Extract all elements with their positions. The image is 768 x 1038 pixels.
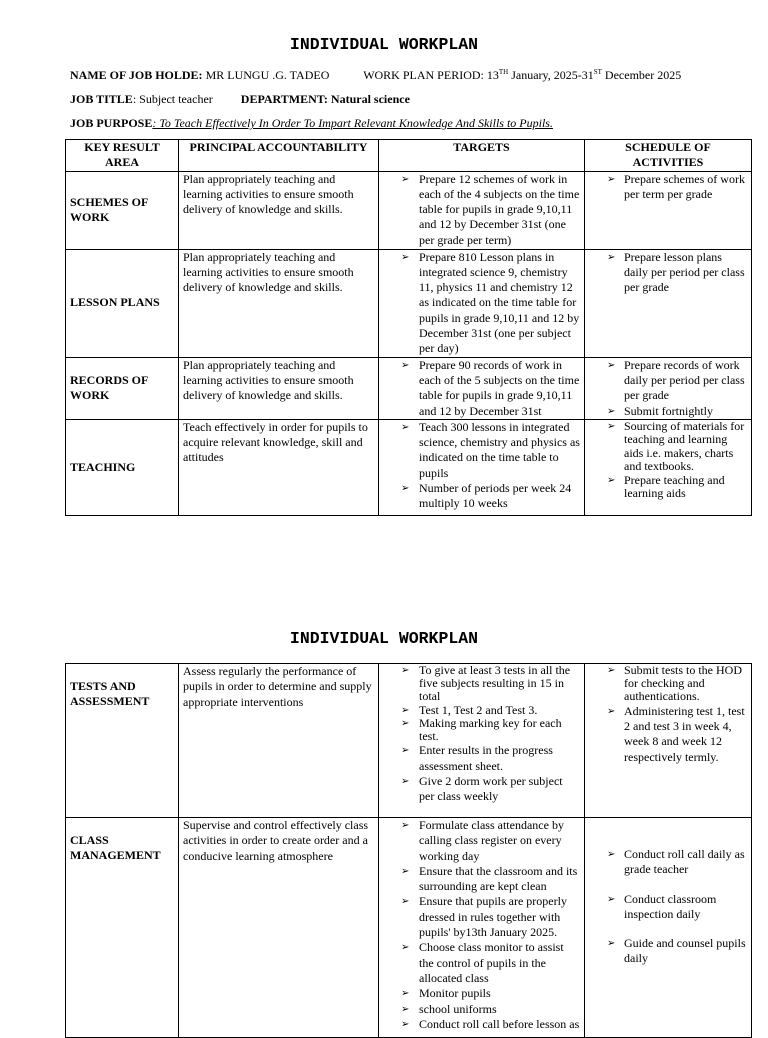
list-item: ➢ Administering test 1, test 2 and test 3 in week 4, week 8 and week 12 respectively termly. bbox=[589, 704, 747, 765]
list-item: ➢ school uniforms bbox=[383, 1002, 580, 1017]
list-item: ➢ Prepare 90 records of work in each of the 5 subjects on the time table for pupils in grade 9,10,11 and 12 by December 31st bbox=[383, 358, 580, 419]
list-item: ➢ Number of periods per week 24 multiply 10 weeks bbox=[383, 481, 580, 512]
job-title-line bbox=[70, 92, 410, 107]
list-item: ➢ Prepare schemes of work per term per grade bbox=[589, 172, 747, 203]
table-row bbox=[66, 249, 752, 357]
period-end: December 2025 bbox=[601, 68, 682, 82]
list-item: ➢ To give at least 3 tests in all the five subjects resulting in 15 in total bbox=[383, 664, 580, 704]
header-principal-accountability: PRINCIPAL ACCOUNTABILITY bbox=[179, 140, 379, 172]
job-holder-line bbox=[70, 68, 681, 83]
accountability: Teach effectively in order for pupils to acquire relevant knowledge, skill and attitudes bbox=[179, 419, 379, 515]
list-item: ➢ Submit tests to the HOD for checking and authentications. bbox=[589, 664, 747, 704]
accountability: Plan appropriately teaching and learning activities to ensure smooth delivery of knowledge and skills. bbox=[179, 249, 379, 357]
page-title: INDIVIDUAL WORKPLAN bbox=[289, 35, 479, 54]
list-item: ➢ Choose class monitor to assist the control of pupils in the allocated class bbox=[383, 940, 580, 986]
period-sup1: TH bbox=[498, 68, 509, 76]
schedule bbox=[585, 419, 752, 515]
schedule bbox=[585, 357, 752, 419]
list-item: ➢ Conduct roll call before lesson as bbox=[383, 1017, 580, 1032]
table-header-row bbox=[66, 140, 752, 172]
list-item: ➢ Guide and counsel pupils daily bbox=[589, 936, 747, 967]
list-item: ➢ Making marking key for each test. bbox=[383, 717, 580, 743]
period-mid: January, 2025-31 bbox=[508, 68, 594, 82]
department: DEPARTMENT: Natural science bbox=[240, 92, 410, 106]
list-item: ➢ Conduct roll call daily as grade teacher bbox=[589, 847, 747, 878]
targets bbox=[379, 249, 585, 357]
list-spacer bbox=[589, 922, 747, 936]
schedule bbox=[585, 818, 752, 1038]
list-item: ➢ Prepare 12 schemes of work in each of the 4 subjects on the time table for pupils in grade 9,10,11 and 12 by December 31st (one per grade per term) bbox=[383, 172, 580, 248]
list-item: ➢ Teach 300 lessons in integrated science, chemistry and physics as indicated on the time table to pupils bbox=[383, 420, 580, 481]
name-label: NAME OF JOB HOLDE: bbox=[70, 68, 203, 82]
list-item: ➢ Ensure that the classroom and its surrounding are kept clean bbox=[383, 864, 580, 895]
table-row bbox=[66, 664, 752, 818]
key-result-area: SCHEMES OF WORK bbox=[66, 171, 179, 249]
page-title-2: INDIVIDUAL WORKPLAN bbox=[289, 629, 479, 648]
accountability: Assess regularly the performance of pupils in order to determine and supply appropriate interventions bbox=[179, 664, 379, 818]
list-item: ➢ Submit fortnightly bbox=[589, 404, 747, 419]
targets bbox=[379, 419, 585, 515]
key-result-area: TESTS AND ASSESSMENT bbox=[66, 664, 179, 818]
list-spacer bbox=[589, 878, 747, 892]
list-item: ➢ Give 2 dorm work per subject per class weekly bbox=[383, 774, 580, 805]
key-result-area: LESSON PLANS bbox=[66, 249, 179, 357]
list-item: ➢ Monitor pupils bbox=[383, 986, 580, 1001]
list-item: ➢ Enter results in the progress assessment sheet. bbox=[383, 743, 580, 774]
targets bbox=[379, 357, 585, 419]
schedule bbox=[585, 249, 752, 357]
workplan-table bbox=[65, 139, 752, 516]
key-result-area: RECORDS OF WORK bbox=[66, 357, 179, 419]
list-item: ➢ Prepare 810 Lesson plans in integrated science 9, chemistry 11, physics 11 and chemistry 12 as indicated on the time table for pupils in grade 9,10,11 and 12 by December 31st (one per subject per day) bbox=[383, 250, 580, 357]
table-row bbox=[66, 171, 752, 249]
targets bbox=[379, 818, 585, 1038]
targets bbox=[379, 171, 585, 249]
list-item: ➢ Conduct classroom inspection daily bbox=[589, 892, 747, 923]
table-row bbox=[66, 419, 752, 515]
period-sup2: ST bbox=[593, 68, 602, 76]
list-item: ➢ Ensure that pupils are properly dressed in rules together with pupils' by13th January 2025. bbox=[383, 894, 580, 940]
accountability: Plan appropriately teaching and learning activities to ensure smooth delivery of knowledge and skills. bbox=[179, 171, 379, 249]
table-row bbox=[66, 818, 752, 1038]
workplan-table-2 bbox=[65, 663, 752, 1038]
list-item: ➢ Prepare lesson plans daily per period per class per grade bbox=[589, 250, 747, 296]
accountability: Plan appropriately teaching and learning activities to ensure smooth delivery of knowledge and skills. bbox=[179, 357, 379, 419]
header-key-result-area: KEY RESULT AREA bbox=[66, 140, 179, 172]
period-label: WORK PLAN PERIOD: 13 bbox=[363, 68, 499, 82]
key-result-area: CLASS MANAGEMENT bbox=[66, 818, 179, 1038]
header-schedule: SCHEDULE OF ACTIVITIES bbox=[585, 140, 752, 172]
list-item: ➢ Prepare records of work daily per period per class per grade bbox=[589, 358, 747, 404]
job-purpose-line bbox=[70, 116, 553, 131]
job-title-label: JOB TITLE bbox=[70, 92, 133, 106]
purpose-value: : To Teach Effectively In Order To Impart Relevant Knowledge And Skills to Pupils. bbox=[152, 116, 553, 130]
list-item: ➢ Test 1, Test 2 and Test 3. bbox=[383, 704, 580, 717]
job-title-value: : Subject teacher bbox=[132, 92, 213, 106]
table-row bbox=[66, 357, 752, 419]
list-item: ➢ Prepare teaching and learning aids bbox=[589, 474, 747, 501]
targets bbox=[379, 664, 585, 818]
name-value: MR LUNGU .G. TADEO bbox=[202, 68, 330, 82]
schedule bbox=[585, 171, 752, 249]
header-targets: TARGETS bbox=[379, 140, 585, 172]
accountability: Supervise and control effectively class activities in order to create order and a conducive learning atmosphere bbox=[179, 818, 379, 1038]
key-result-area: TEACHING bbox=[66, 419, 179, 515]
list-item: ➢ Sourcing of materials for teaching and learning aids i.e. makers, charts and textbooks. bbox=[589, 420, 747, 474]
list-item: ➢ Formulate class attendance by calling class register on every working day bbox=[383, 818, 580, 864]
purpose-label: JOB PURPOSE bbox=[70, 116, 153, 130]
schedule bbox=[585, 664, 752, 818]
